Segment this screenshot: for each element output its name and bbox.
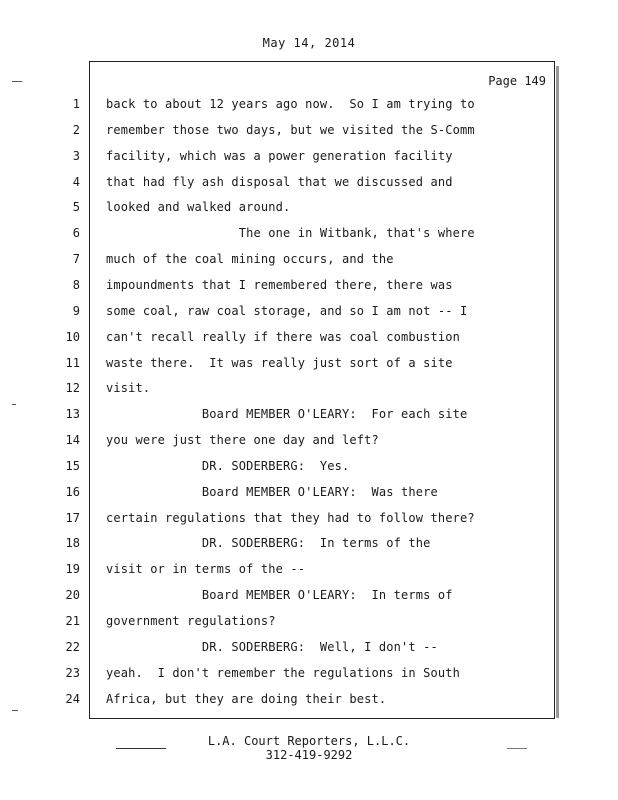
line-number: 17	[65, 511, 80, 525]
line-number: 19	[65, 562, 80, 576]
footer	[0, 734, 618, 762]
footer-phone: 312-419-9292	[265, 748, 353, 762]
line-number: 16	[65, 485, 80, 499]
line-number: 18	[65, 536, 80, 550]
transcript-line-text: visit or in terms of the --	[106, 562, 306, 576]
line-number: 10	[65, 330, 80, 344]
header-date: May 14, 2014	[262, 36, 356, 50]
transcript-line-text: Board MEMBER O'LEARY: Was there	[106, 485, 438, 499]
line-number: 4	[72, 175, 80, 189]
transcript-line-text: Board MEMBER O'LEARY: For each site	[106, 407, 468, 421]
footer-company: L.A. Court Reporters, L.L.C.	[207, 734, 411, 748]
line-number: 7	[72, 252, 80, 266]
transcript-line-text: can't recall really if there was coal combustion	[106, 330, 460, 344]
line-number: 6	[72, 226, 80, 240]
transcript-line-text: impoundments that I remembered there, there was	[106, 278, 453, 292]
line-number: 12	[65, 381, 80, 395]
line-number: 2	[72, 123, 80, 137]
page-number-label: Page 149	[488, 74, 546, 88]
line-number: 24	[65, 692, 80, 706]
line-number: 3	[72, 149, 80, 163]
transcript-line-text: waste there. It was really just sort of a site	[106, 356, 453, 370]
scan-mark-left-mid	[12, 404, 16, 405]
line-number: 14	[65, 433, 80, 447]
line-number: 11	[65, 356, 80, 370]
transcript-line-text: looked and walked around.	[106, 200, 291, 214]
transcript-line-text: yeah. I don't remember the regulations in South	[106, 666, 460, 680]
line-number: 8	[72, 278, 80, 292]
transcript-line-text: government regulations?	[106, 614, 276, 628]
transcript-line-text: remember those two days, but we visited the S-Comm	[106, 123, 475, 137]
line-number: 23	[65, 666, 80, 680]
line-number: 5	[72, 200, 80, 214]
line-number: 13	[65, 407, 80, 421]
transcript-line-text: Board MEMBER O'LEARY: In terms of	[106, 588, 453, 602]
line-number: 1	[72, 97, 80, 111]
scan-mark-left-top	[12, 81, 22, 82]
transcript-line-text: visit.	[106, 381, 151, 395]
line-number: 9	[72, 304, 80, 318]
transcript-line-text: that had fly ash disposal that we discussed and	[106, 175, 453, 189]
line-number: 22	[65, 640, 80, 654]
scan-mark-left-bottom	[12, 710, 18, 711]
transcript-line-text: you were just there one day and left?	[106, 433, 379, 447]
transcript-line-text: facility, which was a power generation facility	[106, 149, 453, 163]
transcript-line-text: back to about 12 years ago now. So I am trying to	[106, 97, 475, 111]
line-number: 15	[65, 459, 80, 473]
transcript-line-text: Africa, but they are doing their best.	[106, 692, 387, 706]
line-number: 21	[65, 614, 80, 628]
transcript-line-text: DR. SODERBERG: Well, I don't --	[106, 640, 438, 654]
transcript-line-text: some coal, raw coal storage, and so I am not -- I	[106, 304, 468, 318]
line-number: 20	[65, 588, 80, 602]
transcript-line-text: much of the coal mining occurs, and the	[106, 252, 394, 266]
transcript-line-text: certain regulations that they had to follow there?	[106, 511, 475, 525]
transcript-line-text: DR. SODERBERG: In terms of the	[106, 536, 431, 550]
transcript-line-text: DR. SODERBERG: Yes.	[106, 459, 350, 473]
transcript-line-text: The one in Witbank, that's where	[106, 226, 475, 240]
